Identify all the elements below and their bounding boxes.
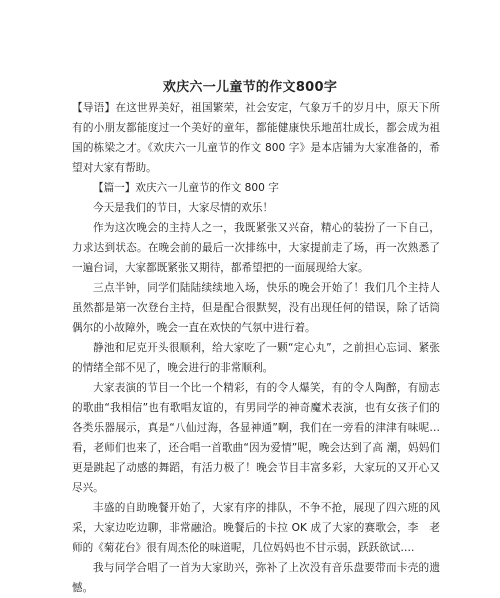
document-body	[72, 98, 440, 598]
body-paragraph: 我与同学合唱了一首为大家助兴，弥补了上次没有音乐盘要带而卡壳的遗憾。	[72, 562, 440, 594]
body-paragraph: 静池和尼克开头很顺利，给大家吃了一颗“定心丸”，之前担心忘词、紧张的情绪全部不见了，晚会进行的非常顺利。	[72, 342, 440, 374]
section-heading: 【篇一】欢庆六一儿童节的作文 800 字	[93, 182, 279, 194]
body-paragraph: 今天是我们的节日，大家尽情的欢乐！	[93, 202, 274, 214]
body-paragraph: 三点半钟，同学们陆陆续续地入场，快乐的晚会开始了！我们几个主持人虽然都是第一次登台主持，但是配合很默契，没有出现任何的错误，除了话筒偶尔的小故障外，晚会一直在欢快的气氛中进行着。	[72, 282, 440, 334]
body-paragraph: 丰盛的自助晚餐开始了，大家有序的排队，不争不抢，展现了四六班的风采，大家边吃边聊，非常融洽。晚餐后的卡拉 OK 成了大家的赛歌会，李 老师的《菊花台》很有周杰伦的味道呢，几位妈妈也不甘示弱，跃跃欲试….	[72, 502, 440, 554]
body-paragraph: 作为这次晚会的主持人之一，我既紧张又兴奋，精心的装扮了一下自己，力求达到状态。在晚会前的最后一次排练中，大家提前走了场，再一次熟悉了一遍台词，大家都既紧张又期待，都希望把的一面展现给大家。	[72, 222, 440, 274]
body-paragraph: 大家表演的节目一个比一个精彩，有的令人爆笑，有的令人陶醉，有励志的歌曲“我相信”也有歌唱友谊的，有男同学的神奇魔术表演，也有女孩子们的各类乐器展示，真是“八仙过海，各显神通”啊，我们在一旁看的津津有味呢…看，老师们也来了，还合唱一首歌曲“因为爱情”呢，晚会达到了高 潮，妈妈们更是跳起了动感的舞蹈，有活力极了！晚会节目丰富多彩，大家玩的又开心又尽兴。	[72, 382, 440, 494]
intro-paragraph: 【导语】在这世界美好，祖国繁荣，社会安定，气象万千的岁月中，原天下所有的小朋友都能度过一个美好的童年，都能健康快乐地茁壮成长，都会成为祖国的栋梁之才。《欢庆六一儿童节的作文 800 字》是本店铺为大家准备的，希望对大家有帮助。	[72, 102, 440, 174]
page-title: 欢庆六一儿童节的作文800字	[162, 80, 338, 95]
